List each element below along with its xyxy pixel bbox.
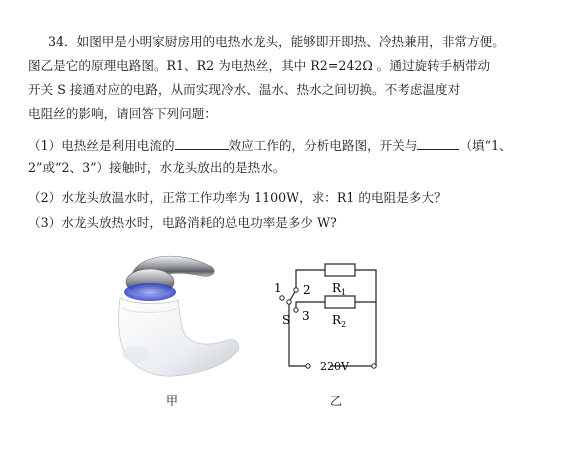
contact-2-label: 2 (303, 283, 311, 297)
answer-blank-1[interactable] (175, 136, 229, 150)
contact-2 (294, 288, 298, 292)
subquestion-2: （2）水龙头放温水时，正常工作功率为 1100W，求：R1 的电阻是多大？ (28, 190, 447, 205)
question-text-line-1: 34．如图甲是小明家厨房用的电热水龙头，能够即开即热、冷热兼用，非常方便。 (48, 34, 505, 49)
r2-label: $R_2$ (332, 313, 347, 329)
subquestion-1-part-a: （1）电热丝是利用电流的 (28, 138, 175, 153)
r1-label: $R_1$ (332, 281, 347, 297)
resistor-r2 (325, 296, 355, 308)
contact-1 (280, 296, 284, 300)
terminal-right (372, 364, 376, 368)
source-label: 220V (320, 360, 349, 373)
subquestion-1-part-b: 效应工作的，分析电路图，开关与 (228, 138, 418, 153)
terminal-left (306, 364, 310, 368)
faucet-caption: 甲 (166, 394, 179, 408)
contact-3-label: 3 (302, 309, 310, 323)
subquestion-1-line-2: 2”或“2、3”）接触时，水龙头放出的是热水。 (28, 160, 286, 175)
answer-blank-2[interactable] (417, 136, 459, 150)
question-text-line-2: 图乙是它的原理电路图。R1、R2 为电热丝，其中 R2=242Ω 。通过旋转手柄带动 (28, 58, 491, 73)
circuit-caption: 乙 (330, 394, 343, 408)
subquestion-1 (28, 136, 512, 154)
circuit-diagram (260, 258, 390, 378)
question-text-line-3: 开关 S 接通对应的电路，从而实现冷水、温水、热水之间切换。不考虑温度对 (28, 82, 461, 97)
switch-label: S (282, 313, 291, 327)
faucet-image (92, 248, 242, 388)
resistor-r1 (325, 264, 355, 276)
switch-pivot (287, 300, 291, 304)
question-text-line-4: 电阻丝的影响，请回答下列问题： (28, 106, 217, 121)
subquestion-3: （3）水龙头放热水时，电路消耗的总电功率是多少 W? (28, 215, 337, 230)
contact-3 (294, 308, 298, 312)
contact-1-label: 1 (274, 281, 282, 295)
subquestion-1-part-c: （填“1、 (459, 138, 512, 153)
